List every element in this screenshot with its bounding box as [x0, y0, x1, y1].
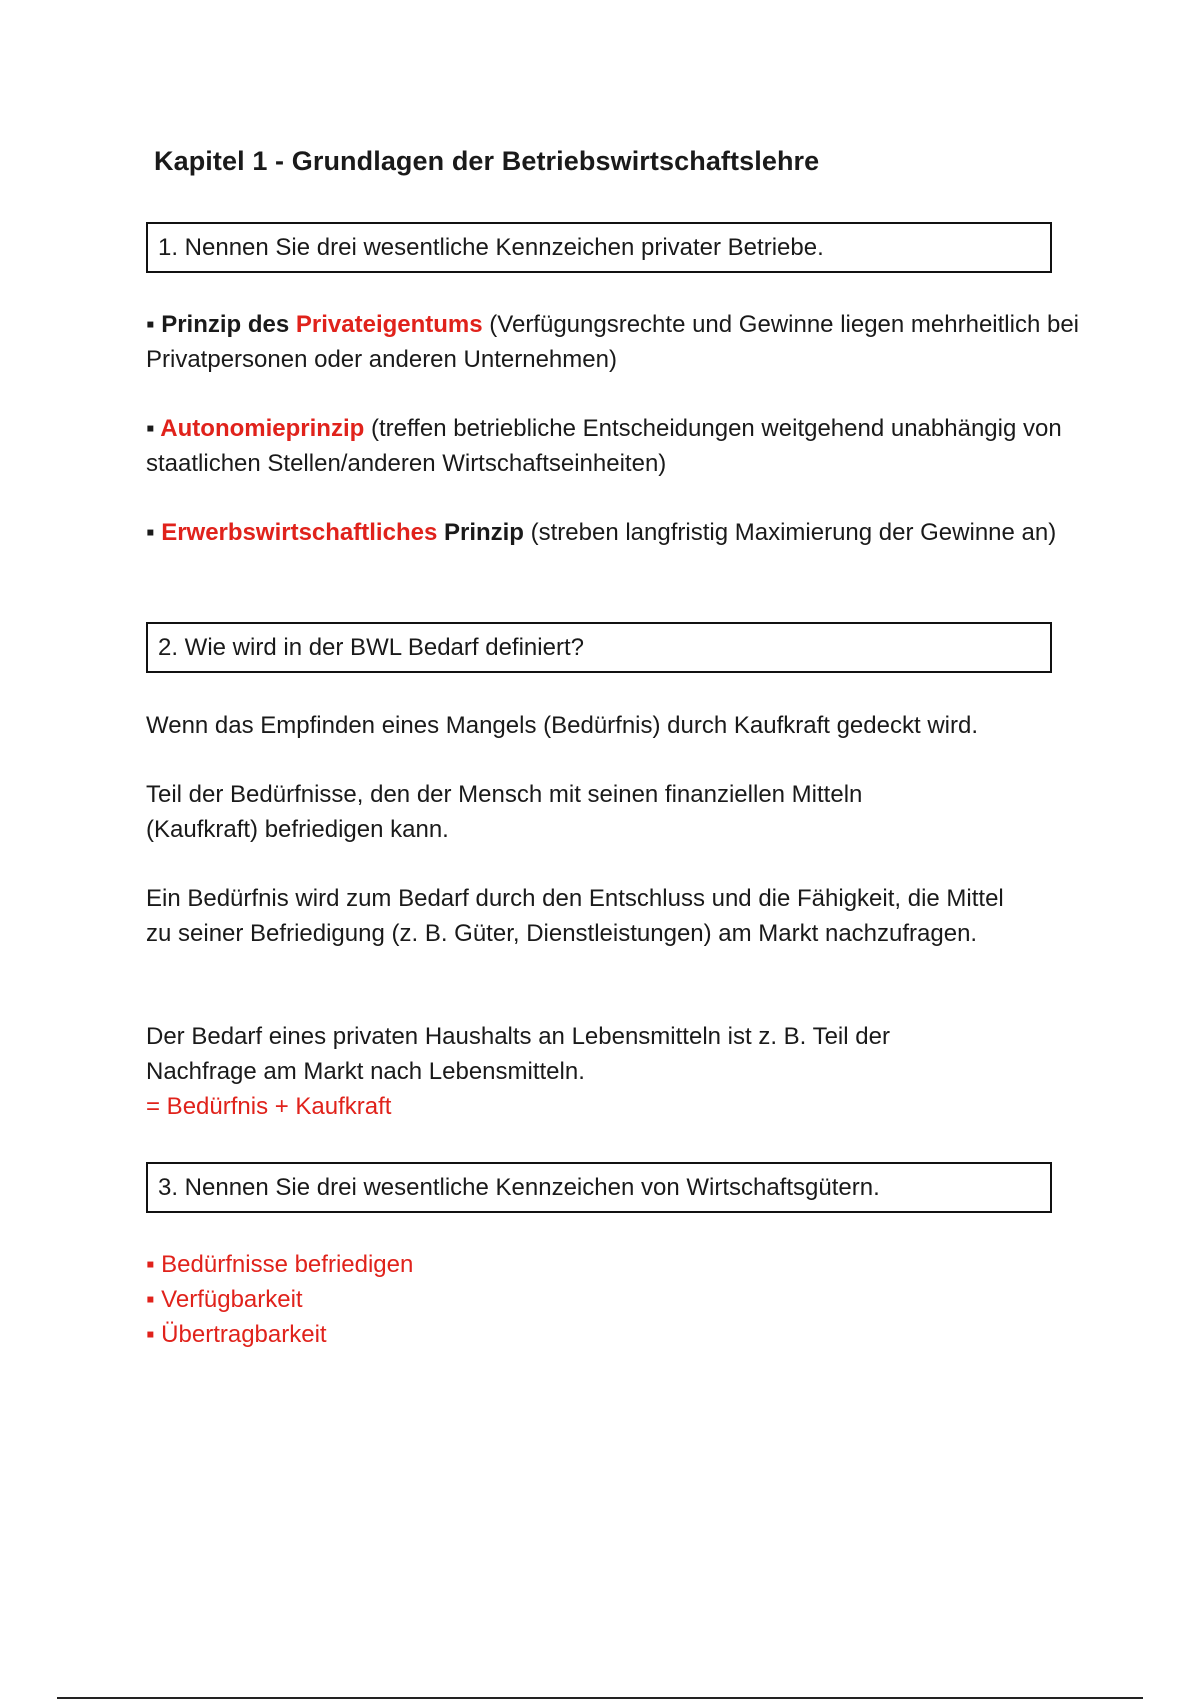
bullet-marker: ▪ [146, 519, 162, 546]
formula-line: = Bedürfnis + Kaufkraft [146, 1093, 392, 1120]
term-privateigentums: Privateigentums [295, 311, 483, 338]
bullet-marker: ▪ [146, 415, 161, 442]
question-box-2: 2. Wie wird in der BWL Bedarf definiert? [146, 622, 1052, 673]
term-autonomieprinzip: Autonomieprinzip [160, 415, 365, 442]
answer-paragraph-1: Wenn das Empfinden eines Mangels (Bedürfnis) durch Kaufkraft gedeckt wird. [146, 712, 978, 739]
term-prinzip: Prinzip [437, 519, 524, 546]
question-box-1: 1. Nennen Sie drei wesentliche Kennzeichen privater Betriebe. [146, 222, 1052, 273]
bullet-marker: ▪ [146, 311, 162, 338]
bullet-explanation: (streben langfristig Maximierung der Gewinne an) [523, 519, 1057, 546]
term-prinzip-des: Prinzip des [161, 311, 296, 338]
term-erwerbswirtschaftliches: Erwerbswirtschaftliches [161, 519, 438, 546]
answer-bullet-erwerbswirtschaftlich [146, 515, 1086, 550]
answer-bullet-privateigentum [146, 307, 1086, 377]
page-title: Kapitel 1 - Grundlagen der Betriebswirtschaftslehre [154, 146, 820, 176]
answer-paragraph-3: Ein Bedürfnis wird zum Bedarf durch den Entschluss und die Fähigkeit, die Mittel zu seiner Befriedigung (z. B. Güter, Dienstleistungen) am Markt nachzufragen. [146, 885, 1004, 947]
bullet-explanation: (Verfügungsrechte und Gewinne liegen mehrheitlich bei Privatpersonen oder anderen Unternehmen) [146, 311, 1079, 373]
list-item: ▪ Bedürfnisse befriedigen [146, 1251, 414, 1278]
answer-bullet-autonomieprinzip [146, 411, 1086, 481]
list-item: ▪ Übertragbarkeit [146, 1321, 327, 1348]
bullet-explanation: (treffen betriebliche Entscheidungen weitgehend unabhängig von staatlichen Stellen/anderen Wirtschaftseinheiten) [146, 415, 1062, 477]
question-box-3: 3. Nennen Sie drei wesentliche Kennzeichen von Wirtschaftsgütern. [146, 1162, 1052, 1213]
bottom-divider [57, 1697, 1143, 1699]
answer-paragraph-4: Der Bedarf eines privaten Haushalts an Lebensmitteln ist z. B. Teil der Nachfrage am Markt nach Lebensmitteln. [146, 1023, 890, 1085]
answer-paragraph-2: Teil der Bedürfnisse, den der Mensch mit seinen finanziellen Mitteln (Kaufkraft) befriedigen kann. [146, 781, 863, 843]
list-item: ▪ Verfügbarkeit [146, 1286, 303, 1313]
